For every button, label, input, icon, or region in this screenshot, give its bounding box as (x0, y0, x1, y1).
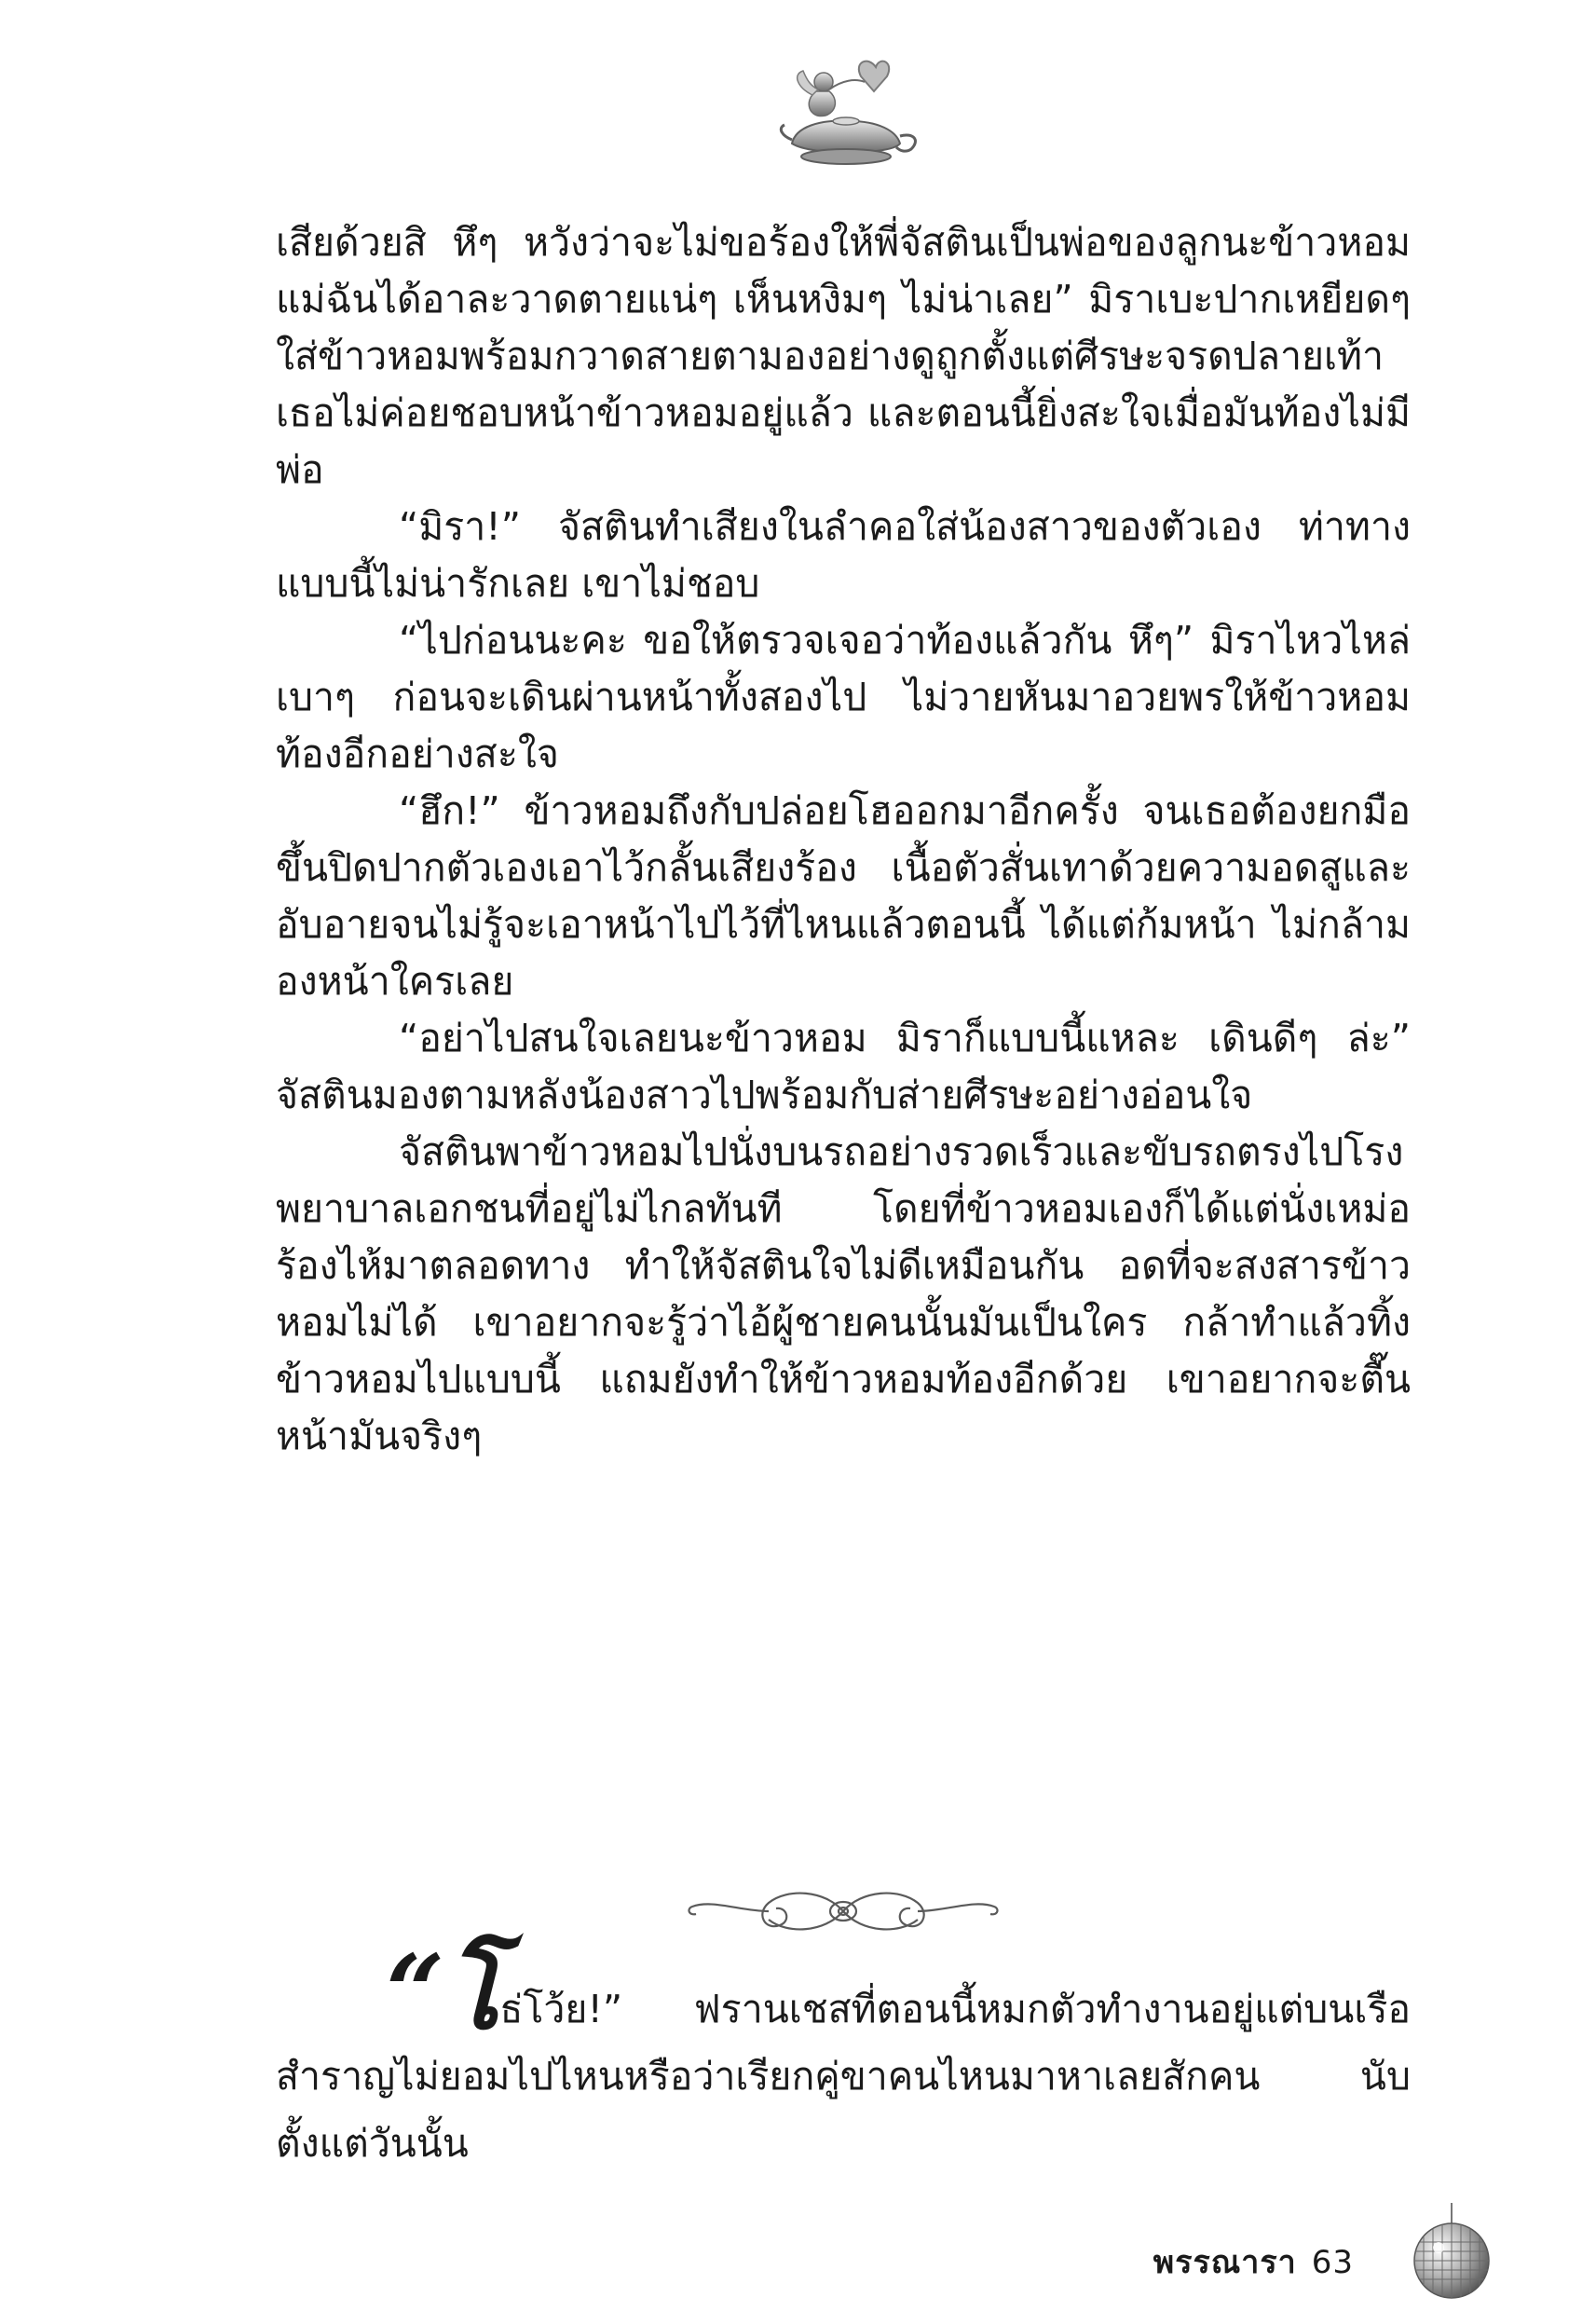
drop-cap: “โ (386, 1932, 500, 2052)
paragraph: เสียด้วยสิ หึๆ หวังว่าจะไม่ขอร้องให้พี่จัสตินเป็นพ่อของลูกนะข้าวหอม แม่ฉันได้อาละวาดตายแน่ๆ เห็นหงิมๆ ไม่น่าเลย” มิราเบะปากเหยียดๆ ใส่ข้าวหอมพร้อมกวาดสายตามองอย่างดูถูกตั้งแต่ศีรษะจรดปลายเท้า เธอไม่ค่อยชอบหน้าข้าวหอมอยู่แล้ว และตอนนี้ยิ่งสะใจเมื่อมันท้องไม่มีพ่อ (276, 220, 1411, 492)
cupid-teapot-ornament-icon (775, 54, 924, 175)
paragraph: จัสตินพาข้าวหอมไปนั่งบนรถอย่างรวดเร็วและขับรถตรงไปโรงพยาบาลเอกชนที่อยู่ไม่ไกลทันที โดยที่ข้าวหอมเองก็ได้แต่นั่งเหม่อร้องไห้มาตลอดทาง ทำให้จัสตินใจไม่ดีเหมือนกัน อดที่จะสงสารข้าวหอมไม่ได้ เขาอยากจะรู้ว่าไอ้ผู้ชายคนนั้นมันเป็นใคร กล้าทำแล้วทิ้งข้าวหอมไปแบบนี้ แถมยังทำให้ข้าวหอมท้องอีกด้วย เขาอยากจะตื๊นหน้ามันจริงๆ (276, 1129, 1411, 1458)
page-footer (1153, 2236, 1354, 2287)
page-number: 63 (1311, 2244, 1354, 2281)
book-title: พรรณารา (1153, 2244, 1297, 2281)
flourish-divider-icon (685, 1880, 1002, 1942)
paragraph: “อย่าไปสนใจเลยนะข้าวหอม มิราก็แบบนี้แหละ เดินดีๆ ล่ะ” จัสตินมองตามหลังน้องสาวไปพร้อมกับส่ายศีรษะอย่างอ่อนใจ (276, 1016, 1411, 1117)
paragraph: “ฮึก!” ข้าวหอมถึงกับปล่อยโฮออกมาอีกครั้ง จนเธอต้องยกมือขึ้นปิดปากตัวเองเอาไว้กลั้นเสียงร้อง เนื้อตัวสั่นเทาด้วยความอดสูและอับอายจนไม่รู้จะเอาหน้าไปไว้ที่ไหนแล้วตอนนี้ ได้แต่ก้มหน้า ไม่กล้ามองหน้าใครเลย (276, 788, 1411, 1004)
paragraph-text: ธ่โว้ย!” ฟรานเชสที่ตอนนี้หมกตัวทำงานอยู่แต่บนเรือสำราญไม่ยอมไปไหนหรือว่าเรียกคู่ขาคนไหนมาหาเลยสักคน นับตั้งแต่วันนั้น (276, 1987, 1411, 2166)
paragraph (276, 1932, 1411, 2177)
paragraph: “มิรา!” จัสตินทำเสียงในลำคอใส่น้องสาวของตัวเอง ท่าทางแบบนี้ไม่น่ารักเลย เขาไม่ชอบ (276, 504, 1411, 606)
paragraph: “ไปก่อนนะคะ ขอให้ตรวจเจอว่าท้องแล้วกัน หึๆ” มิราไหวไหล่เบาๆ ก่อนจะเดินผ่านหน้าทั้งสองไป ไม่วายหันมาอวยพรให้ข้าวหอมท้องอีกอย่างสะใจ (276, 618, 1411, 776)
section-two-text (276, 1932, 1411, 2177)
disco-ball-icon (1398, 2203, 1500, 2305)
body-text (276, 214, 1411, 1465)
